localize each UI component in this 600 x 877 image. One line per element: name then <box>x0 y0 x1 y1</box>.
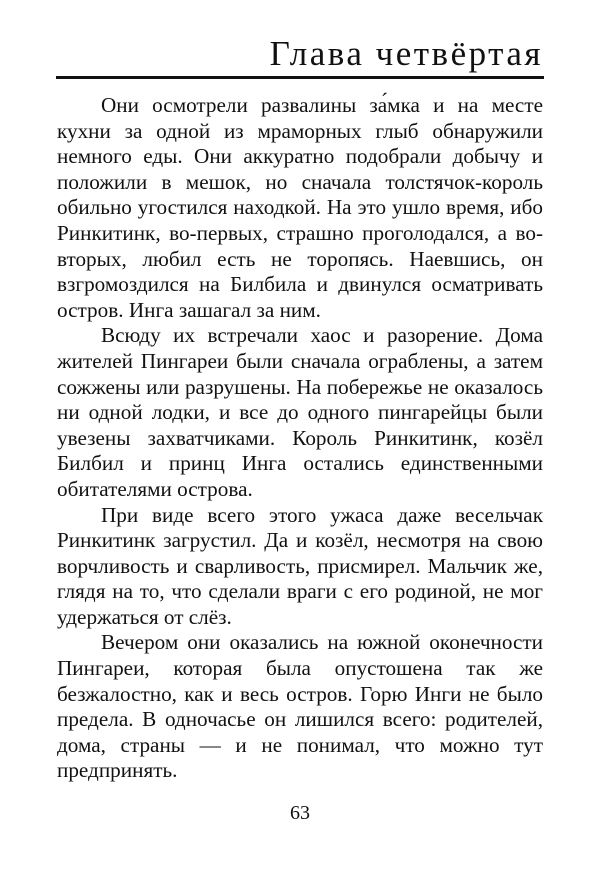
paragraph-2: Всюду их встречали хаос и разорение. Дома жителей Пингареи были сначала ограблены, а затем сожжены или разрушены. На побережье не оказалось ни одной лодки, и все до одного пингарейцы были увезены захватчиками. Король Ринкитинк, козёл Билбил и принц Инга остались единственными обитателями острова. <box>57 323 543 501</box>
paragraph-1: Они осмотрели развалины за́мка и на месте кухни за одной из мраморных глыб обнаружили немного еды. Они аккуратно подобрали добычу и положили в мешок, но сначала толстячок-король обильно угостился находкой. На это ушло время, ибо Ринкитинк, во-первых, страшно проголодался, а во-вторых, любил есть не торопясь. Наевшись, он взгромоздился на Билбила и двинулся осматривать остров. Инга зашагал за ним. <box>57 93 543 322</box>
body-text <box>57 93 543 784</box>
chapter-title: Глава четвёртая <box>269 34 543 73</box>
header-rule <box>56 76 544 79</box>
paragraph-3: При виде всего этого ужаса даже весельчак Ринкитинк загрустил. Да и козёл, несмотря на свою ворчливость и сварливость, присмирел. Мальчик же, глядя на то, что сделали враги с его родиной, не мог удержаться от слёз. <box>57 502 543 629</box>
page-number: 63 <box>290 802 310 824</box>
paragraph-4: Вечером они оказались на южной оконечности Пингареи, которая была опустошена так же безжалостно, как и весь остров. Горю Инги не было предела. В одночасье он лишился всего: родителей, дома, страны — и не понимал, что можно тут предпринять. <box>57 630 543 783</box>
